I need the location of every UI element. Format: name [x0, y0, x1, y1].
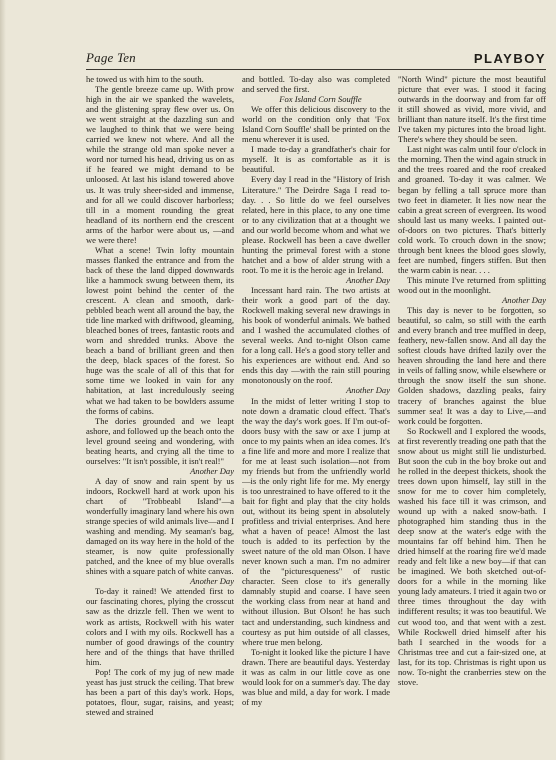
paragraph: Incessant hard rain. The two artists at their work a good part of the day. Rockwell making several new drawings in his book of wonderful animals. We bathed and I washed the accumulated clothes of several weeks. And to-night Olson came for a long call. He's a good story teller and his experiences are without end. And so ends this day —with the rain still pouring monotonously on the roof.	[242, 284, 390, 386]
paragraph: So Rockwell and I explored the woods, at first reverently treading one path that the snow about us might still lie undisturbed. But soon the cub in the boy broke out and he rolled in the deepest thickets, shook the trees down upon himself, lay still in the snow for me to cover him completely, washed his face till it was crimson, and wound up with a naked snow-bath. I photographed him standing thus in the deep snow at the water's edge with the mountains far off behind him. Then he dried himself at the roaring fire we'd made ready and felt like a new boy—if that can be imagined. We both sketched out-of-doors for a while in the morning like young lady amateurs. I tried it again two or three times throughout the day with indifferent results; it was too beautiful. We cut wood too, and that went with a zest. While Rockwell dried himself after his bath I searched in the woods for a Christmas tree and cut a fair-sized one, at last, for its top. Christmas is right upon us now. To-night the cranberries stew on the stove.	[398, 425, 546, 687]
paragraph: This day is never to be forgotten, so beautiful, so calm, so still with the earth and every branch and tree muffled in deep, feathery, new-fallen snow. And all day the softest clouds have drifted lazily over the heaven shrouding the land here and there in veils of falling snow, while elsewhere or through the snow itself the sun shone. Golden shadows, dazzling peaks, fairy tracery of branches against the blue summer sea! It was a day to Live,—and work could be forgotten.	[398, 305, 546, 426]
paragraph: "North Wind" picture the most beautiful picture that ever was. I stood it facing outwards in the doorway and from far off it still showed as vivid, more vivid, and brilliant than nature itself. It's the first time I've taken my pictures into the broad light. There's where they should be seen.	[398, 74, 546, 145]
paragraph: What a scene! Twin lofty mountain masses flanked the entrance and from the back of these the land dipped downwards like a hammock swung between them, its lowest point behind the center of the crescent. A clean and smooth, dark-pebbled beach went all around the bay, the tide line marked with driftwood, gleaming, bleached bones of trees, fantastic roots and worn and shredded trunks. Above the beach a band of brilliant green and then the deep, black spaces of the forest. So huge was the scale of all of this that for some time we looked in vain for any habitation, at last incredulously seeing what we had taken to be bowlders assume the forms of cabins.	[86, 244, 234, 416]
page-number: Page Ten	[86, 50, 136, 65]
magazine-title: PLAYBOY	[473, 51, 546, 66]
paragraph: The dories grounded and we leapt ashore, and followed up the beach onto the level ground seeing and wondering, with beating hearts, and crying all the time to ourselves: "It isn't possible, it isn't real!"	[86, 415, 234, 466]
page-header	[86, 44, 546, 70]
paragraph: In the midst of letter writing I stop to note down a dramatic cloud effect. That's the way the day's work goes. If I'm out-of-doors busy with the saw or axe I jump at once to my paints when an idea comes. It's a fine life and more and more I realize that for me at least such isolation—not from my friends but from the unfriendly world—is the only right life for me. My energy is too unrestrained to have offered to it the bait for fight and play that the city holds out, without its being spent in absolutely profitless and trivial enterprises. And here what a haven of peace! Almost the last touch is added to its perfection by the sweet nature of the old man Olson. I have never known such a man. I'm no admirer of the "picturesqueness" of rustic character. Seen close to it's generally damnably stupid and coarse. I have seen the working class from near at hand and without illusion. But Olson! he has such tact and understanding, such kindness and courtesy as put him outside of all classes, where true men belong.	[242, 395, 390, 647]
paragraph: Every day I read in the "History of Irish Literature." The Deirdre Saga I read to-day. . . So little do we feel ourselves related, here in this place, to any one time or to any civilization that at a thought we and our world become whom and what we please. Rockwell has been a cave dweller hunting the primeval forest with a stone hatchet and a bow of alder strung with a root. To me it is the heroic age in Ireland.	[242, 174, 390, 275]
column-2	[242, 74, 390, 750]
section-heading: Another Day	[346, 385, 390, 396]
section-heading: Another Day	[190, 465, 234, 476]
paragraph: To-day it rained! We attended first to our fascinating chores, plying the crosscut saw as the drizzle fell. Then we went to work as artists, Rockwell with his water colors and I with my oils. Rockwell has a number of good drawings of the country here and of the things that have thrilled him.	[86, 586, 234, 667]
paragraph: I made to-day a grandfather's chair for myself. It is as comfortable as it is beautiful.	[242, 144, 390, 175]
paragraph: A day of snow and rain spent by us indoors, Rockwell hard at work upon his chart of "Trobbeabl Island"—a wonderfully imaginary land where his own strange species of wild animals live—and I washing and mending. My seaman's bag, damaged on its way here in the hold of the steamer, is now quite professionally patched, and the knee of my blue overalls shines with a square patch of white canvas.	[86, 475, 234, 577]
paragraph: This minute I've returned from splitting wood out in the moonlight.	[398, 274, 546, 295]
column-1	[86, 74, 234, 750]
paragraph: The gentle breeze came up. With prow high in the air we spanked the wavelets, and the glistening spray flew over us. On we went straight at the dazzling sun and we laughed to think that we were being carried we knew not where. And all the while the strange old man spoke never a word nor turned his head, driving us on as if he feared we might demand to be unloosed. At last his island towered above us. It was truly sheer-sided and immense, and for all we could discover harborless; till in a moment rounding the great headland of its northern end the crescent arms of the harbor were about us, —and we were there!	[86, 84, 234, 245]
section-heading: Another Day	[502, 295, 546, 306]
section-heading: Another Day	[190, 576, 234, 587]
article-body	[86, 74, 546, 750]
paragraph: We offer this delicious discovery to the world on the condition only that 'Fox Island Corn Souffle' shall be printed on the menu wherever it is used.	[242, 104, 390, 145]
recipe-title: Fox Island Corn Souffle	[279, 94, 362, 105]
paragraph: To-night it looked like the picture I have drawn. There are beautiful days. Yesterday it was as calm in our little cove as one would look for on a summer's day. The day was blue and mild, a day for work. I made of my	[242, 646, 390, 707]
paragraph: Pop! The cork of my jug of new made yeast has just struck the ceiling. That brew has been a part of this day's work. Hops, potatoes, flour, sugar, raisins, and yeast; stewed and strained	[86, 666, 234, 717]
section-heading: Another Day	[346, 274, 390, 285]
column-3	[398, 74, 546, 750]
paragraph: Last night was calm until four o'clock in the morning. Then the wind again struck in and the trees roared and the roof creaked and groaned. To-day it was calmer. We began by felling a tall spruce more than two feet in diameter. It lies now near the cabin a great screen of evergreen. Its wood should last us many weeks. I painted out-of-doors on two pictures. That's bitterly cold work. To crouch down in the snow; through bent knees the blood goes slowly, feet are numbed, fingers stiffen. But then the warm cabin is near. . . .	[398, 144, 546, 275]
paragraph: he towed us with him to the south.	[86, 74, 204, 84]
paragraph: and bottled. To-day also was completed and served the first.	[242, 74, 390, 95]
page-spine-shadow	[0, 0, 6, 760]
